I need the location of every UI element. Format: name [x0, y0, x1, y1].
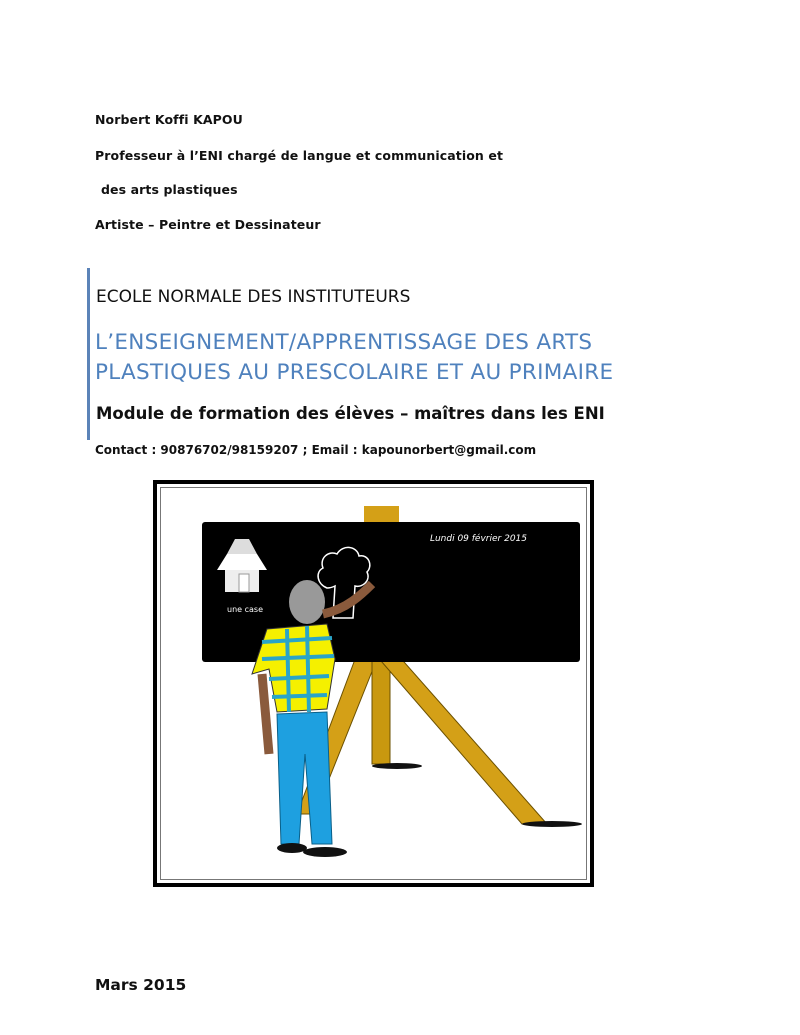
publication-date: Mars 2015: [95, 976, 187, 994]
teacher-blackboard-illustration: [157, 484, 590, 883]
hut-caption: une case: [227, 605, 263, 614]
contact-line: Contact : 90876702/98159207 ; Email : kapounorbert@gmail.com: [95, 443, 537, 457]
board-date: Lundi 09 février 2015: [429, 534, 527, 544]
document-title: [95, 328, 613, 388]
author-profession: Artiste – Peintre et Dessinateur: [95, 217, 321, 232]
title-line-1: L’ENSEIGNEMENT/APPRENTISSAGE DES ARTS: [95, 330, 593, 355]
school-name: ECOLE NORMALE DES INSTITUTEURS: [96, 287, 411, 307]
author-role-line2: des arts plastiques: [101, 182, 238, 197]
author-role-line1: Professeur à l’ENI chargé de langue et communication et: [95, 148, 504, 163]
title-line-2: PLASTIQUES AU PRESCOLAIRE ET AU PRIMAIRE: [95, 360, 614, 385]
author-name: Norbert Koffi KAPOU: [95, 112, 243, 127]
accent-bar: [87, 268, 90, 440]
illustration-frame: [153, 480, 594, 887]
module-subtitle: Module de formation des élèves – maîtres dans les ENI: [96, 404, 605, 423]
